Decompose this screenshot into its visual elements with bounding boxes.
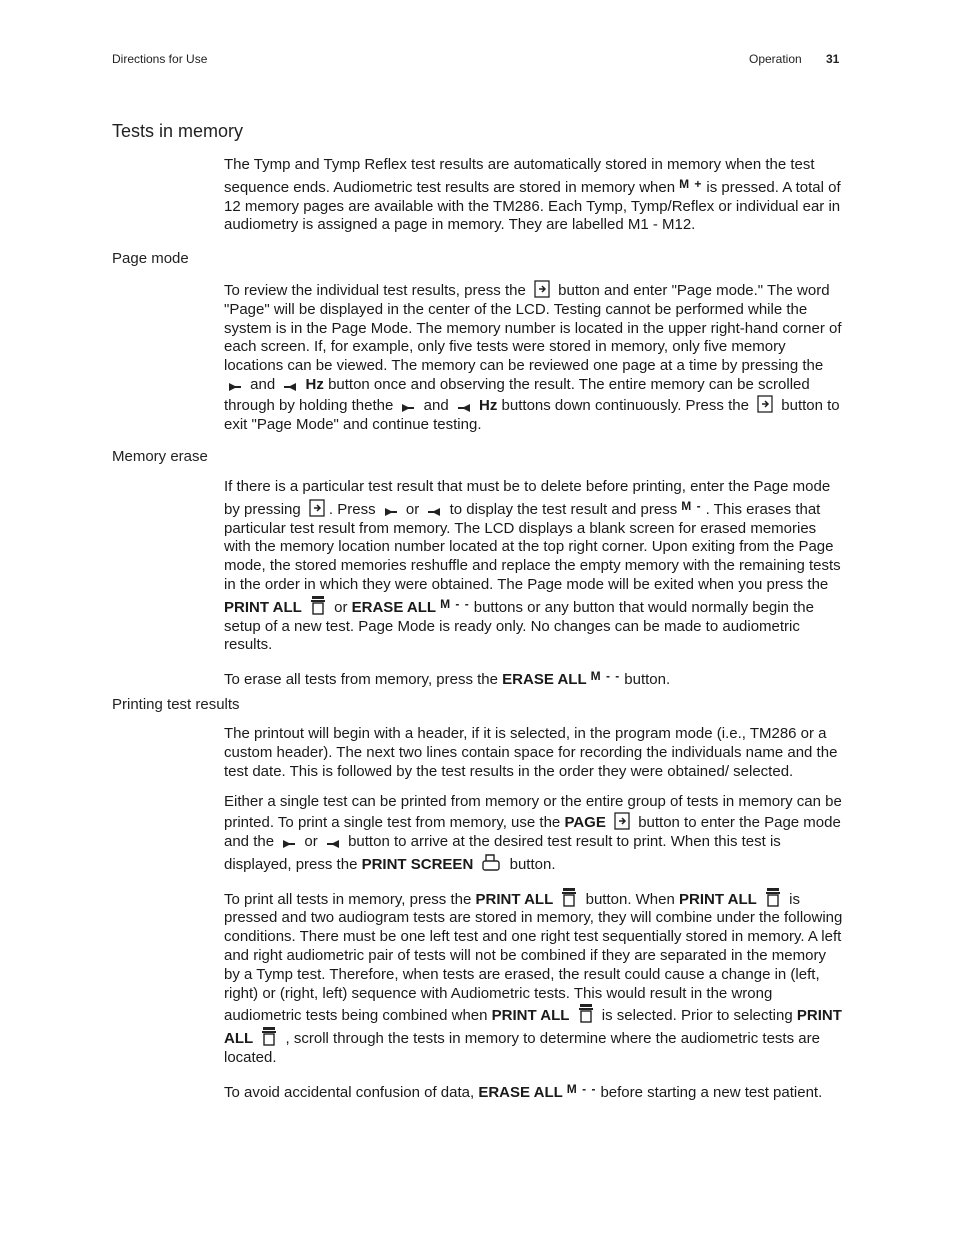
subheading-printing-test-results: Printing test results: [112, 696, 240, 713]
tests-in-memory-body: [224, 156, 844, 235]
page-mode-body: [224, 280, 844, 434]
arrow-left-icon: [326, 839, 340, 849]
m-plus-key-icon: M +: [679, 176, 703, 191]
page-button-icon: [614, 812, 630, 830]
printer-icon: [765, 887, 781, 907]
subheading-memory-erase: Memory erase: [112, 448, 208, 465]
arrow-right-icon: [401, 403, 415, 413]
memory-erase-paragraph: If there is a particular test result that must be to delete before printing, enter the Page mode by pressing . Press or to display the test result and press M - . This erases that particular test result from memory. The LCD displays a blank screen for erased memories with the memory location number located at the top right corner. Upon exiting from the Page mode, the stored memories reshuffle and replace the empty memory with the remaining tests in the order in which they were obtained. The Page mode will be exited when you press the PRINT ALL or ERASE ALL M - - buttons or any button that would normally begin the setup of a new test. Page Mode is ready only. No changes can be made to audiometric results.: [224, 478, 841, 654]
page-button-icon: [534, 280, 550, 298]
printer-icon: [310, 595, 326, 615]
page-button-icon: [309, 499, 325, 517]
arrow-right-icon: [282, 839, 296, 849]
running-header-title: Directions for Use: [112, 52, 208, 66]
printing-paragraph-2: Either a single test can be printed from memory or the entire group of tests in memory can be printed. To print a single test from memory, use the PAGE button to enter the Page mode and the or button to arrive at the desired test result to print. When this test is displayed, press the PRINT SCREEN button.: [224, 793, 842, 873]
page-mode-paragraph: To review the individual test results, press the button and enter "Page mode." The word "Page" will be displayed in the center of the LCD. Testing cannot be performed while the system is in the Page Mode. The memory number is located in the upper right-hand corner of each screen. If, for example, only five tests were stored in memory, only five memory locations can be viewed. The memory can be reviewed one page at a time by pressing the and Hz button once and observing the result. The entire memory can be scrolled through by holding thethe and Hz buttons down continuously. Press the button to exit "Page Mode" and continue testing.: [224, 282, 842, 433]
arrow-right-icon: [384, 507, 398, 517]
printing-paragraph-4: To avoid accidental confusion of data, ERASE ALL M - - before starting a new test patient.: [224, 1081, 823, 1101]
page-button-icon: [757, 395, 773, 413]
m-minus-key-icon: M -: [681, 498, 702, 513]
m-minus-minus-key-icon: M - -: [566, 1081, 597, 1096]
m-minus-minus-key-icon: M - -: [440, 596, 470, 611]
tests-in-memory-paragraph: The Tymp and Tymp Reflex test results are automatically stored in memory when the test sequence ends. Audiometric test results are stored in memory when M + is pressed. A total of 12 memory pages are available with the TM286. Each Tymp, Tymp/Reflex or individual ear in audiometry is assigned a page in memory. They are labelled M1 - M12.: [224, 156, 841, 234]
arrow-right-icon: [228, 382, 242, 392]
arrow-left-icon: [427, 507, 441, 517]
printing-body: [224, 725, 844, 1103]
memory-erase-body: [224, 478, 844, 690]
subheading-page-mode: Page mode: [112, 250, 189, 267]
section-heading-tests-in-memory: Tests in memory: [112, 121, 244, 141]
m-minus-minus-key-icon: M - -: [590, 669, 621, 684]
print-screen-icon: [481, 852, 501, 872]
arrow-left-icon: [283, 382, 297, 392]
printer-icon: [578, 1003, 594, 1023]
page-number: 31: [826, 52, 840, 66]
erase-all-paragraph: To erase all tests from memory, press the ERASE ALL M - - button.: [224, 669, 671, 689]
running-header-section: Operation: [749, 52, 802, 66]
printing-paragraph-1: The printout will begin with a header, if it is selected, in the program mode (i.e., TM286 or a custom header). The next two lines contain space for recording the individuals name and the test date. This is followed by the test results in the order they were obtained/ selected.: [224, 725, 838, 780]
printer-icon: [561, 887, 577, 907]
printer-icon: [261, 1026, 277, 1046]
arrow-left-icon: [457, 403, 471, 413]
printing-paragraph-3: To print all tests in memory, press the PRINT ALL button. When PRINT ALL is pressed and two audiogram tests are stored in memory, they will combine under the following conditions. There must be one left test and one right test sequentially stored in memory. A left and right audiometric pair of tests will not be combined if they are separated in the memory by a Tymp test. Therefore, when tests are erased, the result could cause a change in (left, right) or (right, left) sequence with Audiometric tests. This would result in the wrong audiometric tests being combined when PRINT ALL is selected. Prior to selecting PRINT ALL , scroll through the tests in memory to determine where the audiometric tests are located.: [224, 887, 844, 1068]
